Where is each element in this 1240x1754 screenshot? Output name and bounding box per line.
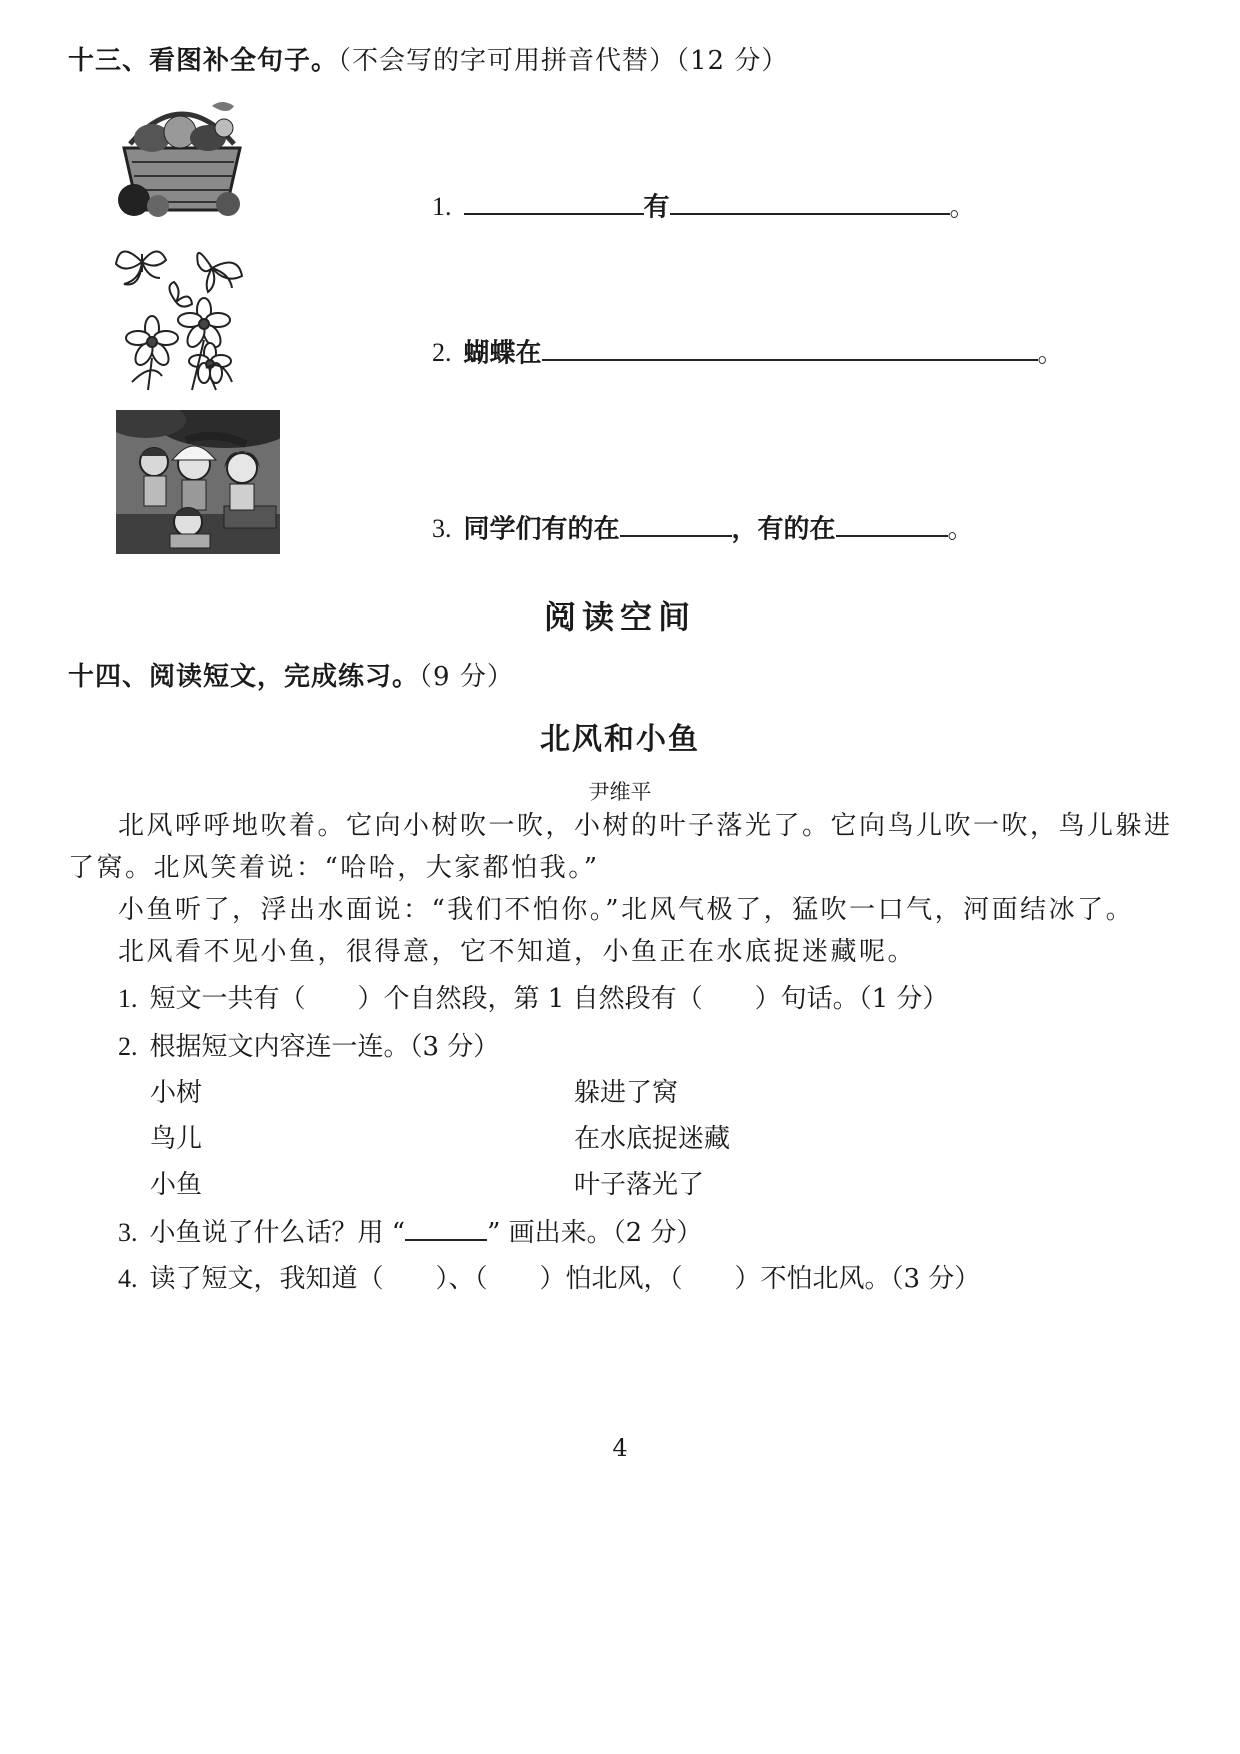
- match-left-item[interactable]: 小树: [150, 1078, 203, 1108]
- answer-blank[interactable]: [464, 186, 644, 215]
- match-right-item[interactable]: 在水底捉迷藏: [574, 1124, 731, 1154]
- section-14-heading: 十四、阅读短文，完成练习。（9 分）: [68, 662, 514, 692]
- story-paragraph-1-line-1: 北风呼呼地吹着。它向小树吹一吹，小树的叶子落光了。它向鸟儿吹一吹，鸟儿躲进: [118, 811, 1173, 841]
- story-author: 尹维平: [588, 780, 652, 804]
- section-13-title: 十三、看图补全句子。: [68, 46, 339, 76]
- question-2: 2. 根据短文内容连一连。（3 分）: [118, 1032, 500, 1062]
- match-left-item[interactable]: 小鱼: [150, 1170, 203, 1200]
- fill-sentence-2: 2. 蝴蝶在 。: [432, 332, 1064, 369]
- section-13-heading: [68, 40, 788, 77]
- children-under-tree-image: [116, 410, 280, 554]
- section-13-note: （不会写的字可用拼音代替）（12 分）: [338, 46, 789, 76]
- question-1: 1. 短文一共有（ ）个自然段，第 1 自然段有（ ）句话。（1 分）: [118, 984, 949, 1014]
- answer-blank[interactable]: [620, 508, 732, 537]
- answer-blank[interactable]: [836, 508, 948, 537]
- story-paragraph-2: 小鱼听了，浮出水面说：“我们不怕你。”北风气极了，猛吹一口气，河面结冰了。: [118, 895, 1135, 925]
- answer-blank[interactable]: [542, 332, 1038, 361]
- page-number: 4: [612, 1434, 628, 1462]
- match-right-item[interactable]: 叶子落光了: [574, 1170, 705, 1200]
- match-right-item[interactable]: 躲进了窝: [574, 1078, 679, 1108]
- butterfly-flowers-image: [112, 232, 252, 392]
- fill-sentence-3: 3. 同学们有的在 ，有的在 。: [432, 508, 974, 545]
- question-4: 4. 读了短文，我知道（ ）、（ ）怕北风，（ ）不怕北风。（3 分）: [118, 1264, 981, 1294]
- question-3: 3. 小鱼说了什么话？用 “ ” 画出来。（2 分）: [118, 1212, 702, 1249]
- fill-sentence-1: 1. 有 。: [432, 186, 976, 223]
- answer-blank[interactable]: [670, 186, 950, 215]
- match-left-item[interactable]: 鸟儿: [150, 1124, 203, 1154]
- fruit-basket-image: [112, 92, 250, 220]
- story-paragraph-1-line-2: 了窝。北风笑着说：“哈哈，大家都怕我。”: [68, 853, 600, 883]
- underline-sample: [405, 1216, 487, 1241]
- story-title: 北风和小鱼: [540, 722, 700, 757]
- story-paragraph-3: 北风看不见小鱼，很得意，它不知道，小鱼正在水底捉迷藏呢。: [118, 937, 917, 967]
- reading-space-header: 阅读空间: [543, 598, 696, 636]
